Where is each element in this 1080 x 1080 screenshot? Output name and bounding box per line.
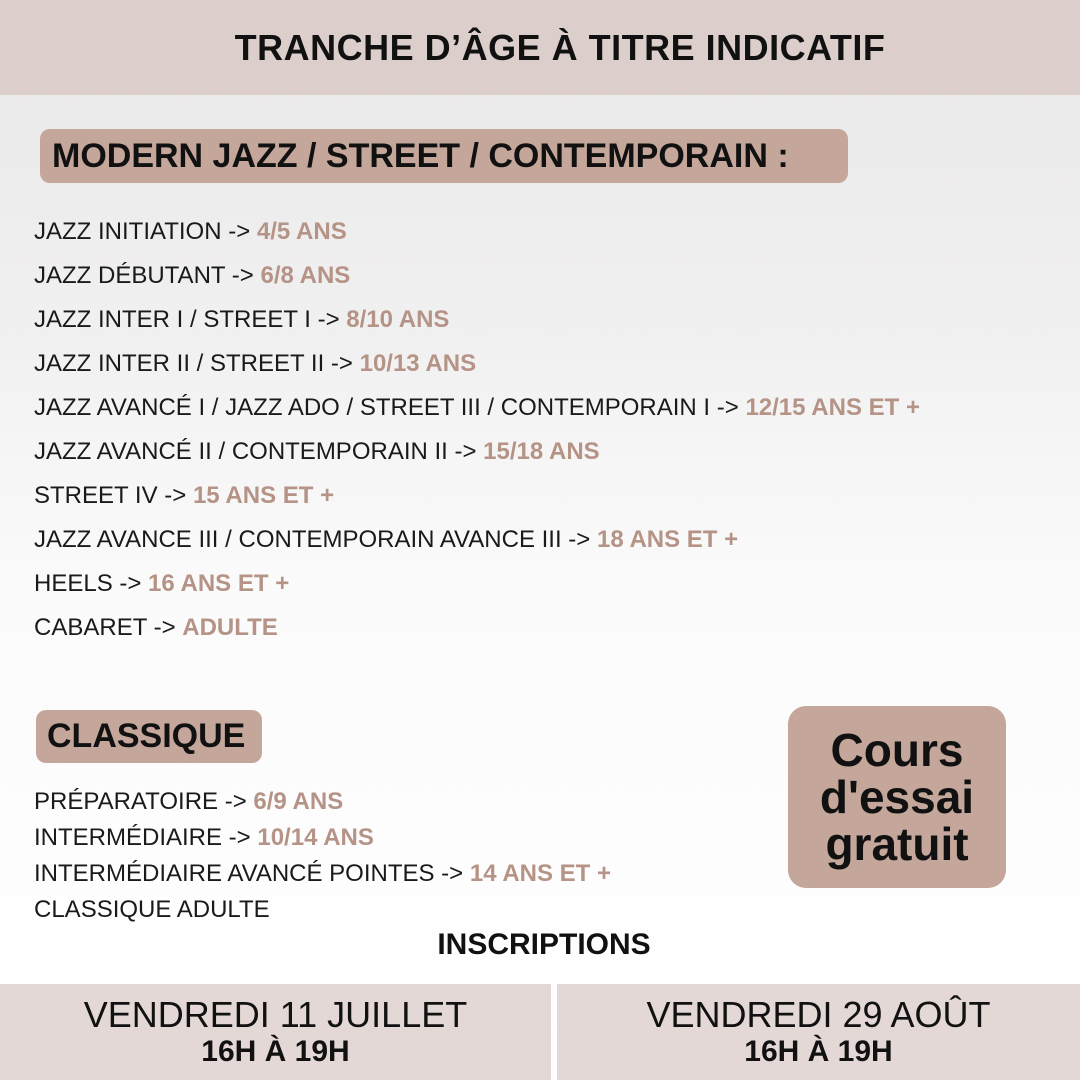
list-item — [34, 784, 611, 820]
course-label: JAZZ INITIATION -> — [34, 218, 257, 245]
list-item — [34, 210, 920, 254]
course-label: JAZZ INTER II / STREET II -> — [34, 350, 360, 377]
date-day: VENDREDI 11 JUILLET — [83, 994, 468, 1035]
course-label: HEELS -> — [34, 570, 149, 597]
list-item — [34, 892, 611, 928]
course-label: JAZZ AVANCÉ II / CONTEMPORAIN II -> — [34, 438, 484, 465]
registration-date-2 — [557, 984, 1080, 1080]
age-range: 8/10 ANS — [346, 306, 450, 333]
age-range: 6/9 ANS — [253, 788, 344, 815]
list-item — [34, 518, 920, 562]
list-item — [34, 820, 611, 856]
age-range: 4/5 ANS — [256, 218, 347, 245]
age-range: 18 ANS ET + — [596, 526, 739, 553]
list-item — [34, 342, 920, 386]
badge-line: Cours — [830, 723, 964, 776]
list-item — [34, 298, 920, 342]
list-item — [34, 562, 920, 606]
registration-date-1 — [0, 984, 551, 1080]
date-hours: 16H À 19H — [201, 1035, 350, 1068]
page-title: TRANCHE D’ÂGE À TITRE INDICATIF — [234, 26, 886, 68]
header-band — [0, 0, 1080, 95]
age-range: 16 ANS ET + — [148, 570, 290, 597]
free-trial-badge — [788, 706, 1006, 888]
age-range: 10/14 ANS — [257, 824, 374, 851]
list-item — [34, 856, 611, 892]
age-range: 14 ANS ET + — [469, 860, 612, 887]
age-range: ADULTE — [182, 614, 278, 641]
course-label: JAZZ AVANCE III / CONTEMPORAIN AVANCE III -> — [34, 526, 597, 553]
list-item — [34, 474, 920, 518]
classique-section-heading: CLASSIQUE — [36, 710, 262, 763]
age-range: 6/8 ANS — [260, 262, 351, 289]
age-range: 10/13 ANS — [359, 350, 477, 377]
course-label: CLASSIQUE ADULTE — [34, 896, 270, 923]
course-label: STREET IV -> — [34, 482, 193, 509]
badge-line: gratuit — [825, 817, 969, 870]
course-label: CABARET -> — [34, 614, 183, 641]
course-label: PRÉPARATOIRE -> — [34, 788, 254, 815]
course-label: JAZZ AVANCÉ I / JAZZ ADO / STREET III / CONTEMPORAIN I -> — [34, 394, 746, 421]
course-label: JAZZ INTER I / STREET I -> — [34, 306, 347, 333]
badge-line: d'essai — [819, 770, 975, 823]
list-item — [34, 386, 920, 430]
date-day: VENDREDI 29 AOÛT — [646, 994, 991, 1035]
jazz-section-heading: MODERN JAZZ / STREET / CONTEMPORAIN : — [40, 129, 848, 183]
jazz-course-list — [34, 210, 920, 650]
list-item — [34, 430, 920, 474]
age-range: 12/15 ANS ET + — [745, 394, 920, 421]
list-item — [34, 606, 920, 650]
list-item — [34, 254, 920, 298]
course-label: INTERMÉDIAIRE -> — [34, 824, 258, 851]
date-hours: 16H À 19H — [744, 1035, 893, 1068]
course-label: JAZZ DÉBUTANT -> — [34, 262, 261, 289]
course-label: INTERMÉDIAIRE AVANCÉ POINTES -> — [34, 860, 470, 887]
age-range: 15 ANS ET + — [192, 482, 335, 509]
age-range: 15/18 ANS — [483, 438, 600, 465]
classique-course-list — [34, 784, 611, 928]
inscriptions-title: INSCRIPTIONS — [437, 928, 651, 961]
